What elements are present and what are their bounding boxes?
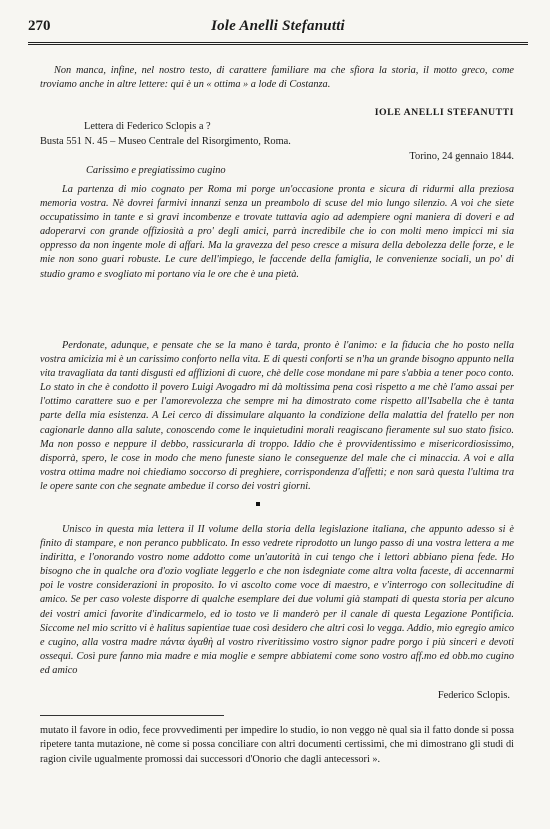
intro-signature: IOLE ANELLI STEFANUTTI xyxy=(374,107,514,118)
intro-note: Non manca, infine, nel nostro testo, di carattere familiare ma che sfiora la storia, il motto greco, come troviamo anche in altre lettere: qui è un « ottima » a lode di Costanza. xyxy=(40,65,514,91)
letter-salutation: Carissimo e pregiatissimo cugino xyxy=(86,165,226,176)
letter-paragraph: La partenza di mio cognato per Roma mi porge un'occasione pronta e sicura di ridurmi alla preziosa memoria vostra. Nè dovrei farmivi innanzi senza un preambolo di scuse del mio lungo silenzio. A voi che siete occupatissimo in tante e sì gravi incombenze e trovate tuttavia agio ad adempiere ogni maniera di doveri e ad adoperarvi con grande offiziosità a pro' degli amici, parrà incredibile che io con molti meno impicci mi sia oppresso da non ingente mole di affari. Ma la gravezza del peso cresce a misura della debolezza delle forze, e le mie non sono guari robuste. Le cure dell'impiego, le faccende della famiglia, le convenienze sociali, un po' di studio gramo e svogliato mi portano via le ore che è una pietà. xyxy=(40,184,514,280)
running-head xyxy=(28,18,528,38)
footnote-rule xyxy=(40,715,224,716)
letter-place-date: Torino, 24 gennaio 1844. xyxy=(409,151,514,162)
archive-reference: Busta 551 N. 45 – Museo Centrale del Risorgimento, Roma. xyxy=(40,136,291,147)
header-rule-double xyxy=(28,44,528,45)
running-title: Iole Anelli Stefanutti xyxy=(211,18,345,34)
footnote-text: mutato il favore in odio, fece provvedimenti per impedire lo studio, io non veggo nè qual sia il fatto donde si possa ripetere tanta mutazione, nè come si possa conciliare con altri documenti certissimi, che mi dimostrano gli studi di ragion civile ugualmente promossi dai successori d'Onorio che dagli antecessori ». xyxy=(40,725,514,765)
closing-signature: Federico Sclopis. xyxy=(437,690,510,701)
ink-mark xyxy=(256,502,260,506)
page-number: 270 xyxy=(28,18,51,34)
letter-paragraph: Unisco in questa mia lettera il II volume della storia della legislazione italiana, che appunto adesso si è finito di stampare, e non peranco pubblicato. In esso vedrete riprodotto un lungo passo di una vostra lettera a me indiritta, e l'onorando vostro nome addotto come un'autorità in cui tengo che i lettori abbiano piena fede. Ho bisogno che in qualche ora d'ozio vogliate leggerlo e che non isdegniate come altra volta faceste, di accennarmi poi le vostre considerazioni in proposito. Io vi ascolto come voce di maestro, e v'interrogo con sollecitudine di amico. Se per caso voleste disporre di qualche esemplare dei due volumi già stampati di questa storia per alcuno dei vostri amici favorite d'indicarmelo, ed io tosto ve li manderò per il canale di questa Legazione Pontificia. Siccome nel mio scritto vi è halitus sapientiae tuae così desidero che altri così lo vegga. Addio, mio egregio amico e cugino, alla vostra madre πάντα ἀγαθὴ al vostro riveritissimo vostro signor padre porgo i più sinceri e devoti ossequi. Così pure fanno mia madre e mia moglie e sempre abbiatemi come sono vostro aff.mo ed obb.mo cugino ed amico xyxy=(40,524,514,676)
header-rule xyxy=(28,42,528,43)
letter-title: Lettera di Federico Sclopis a ? xyxy=(84,121,211,132)
letter-paragraph: Perdonate, adunque, e pensate che se la mano è tarda, pronto è l'animo: e la fiducia che ho posto nella vostra amicizia mi è un carissimo conforto nella vita. E di questi conforti se n'ha un grande bisogno appunto nella vita travagliata da tanti disgusti ed afflizioni di cuore, chè delle cose mondane mi pare s'abbia a tener poco conto. Lo stato in che è condotto il povero Luigi Avogadro mi dà moltissima pena così rispetto a me chè l'amo assai per l'ottimo carattere suo e per l'amorevolezza che sempre mi ha dimostrato come rispetto all'Isabella che è tanta parte della mia esistenza. A Lei cerco di dissimulare alquanto la condizione della malattia del fratello per non cagionarle danno alla salute, conoscendo come le inquietudini morali reagiscano fieramente sul suo stato fisico. Ma non posso e neppure il debbo, rassicurarla di troppo. Iddio che è provvidentissimo e misericordiosissimo, disporrà, spero, le cose in modo che meno funeste siano le conseguenze del male che ci minaccia. A voi e alla vostra ottima madre noi chiediamo soccorso di preghiere, corrispondenza d'affetti; e non sarà questa l'ultima tra le opere sante con che segnate ambedue il corso dei vostri giorni. xyxy=(40,340,514,492)
